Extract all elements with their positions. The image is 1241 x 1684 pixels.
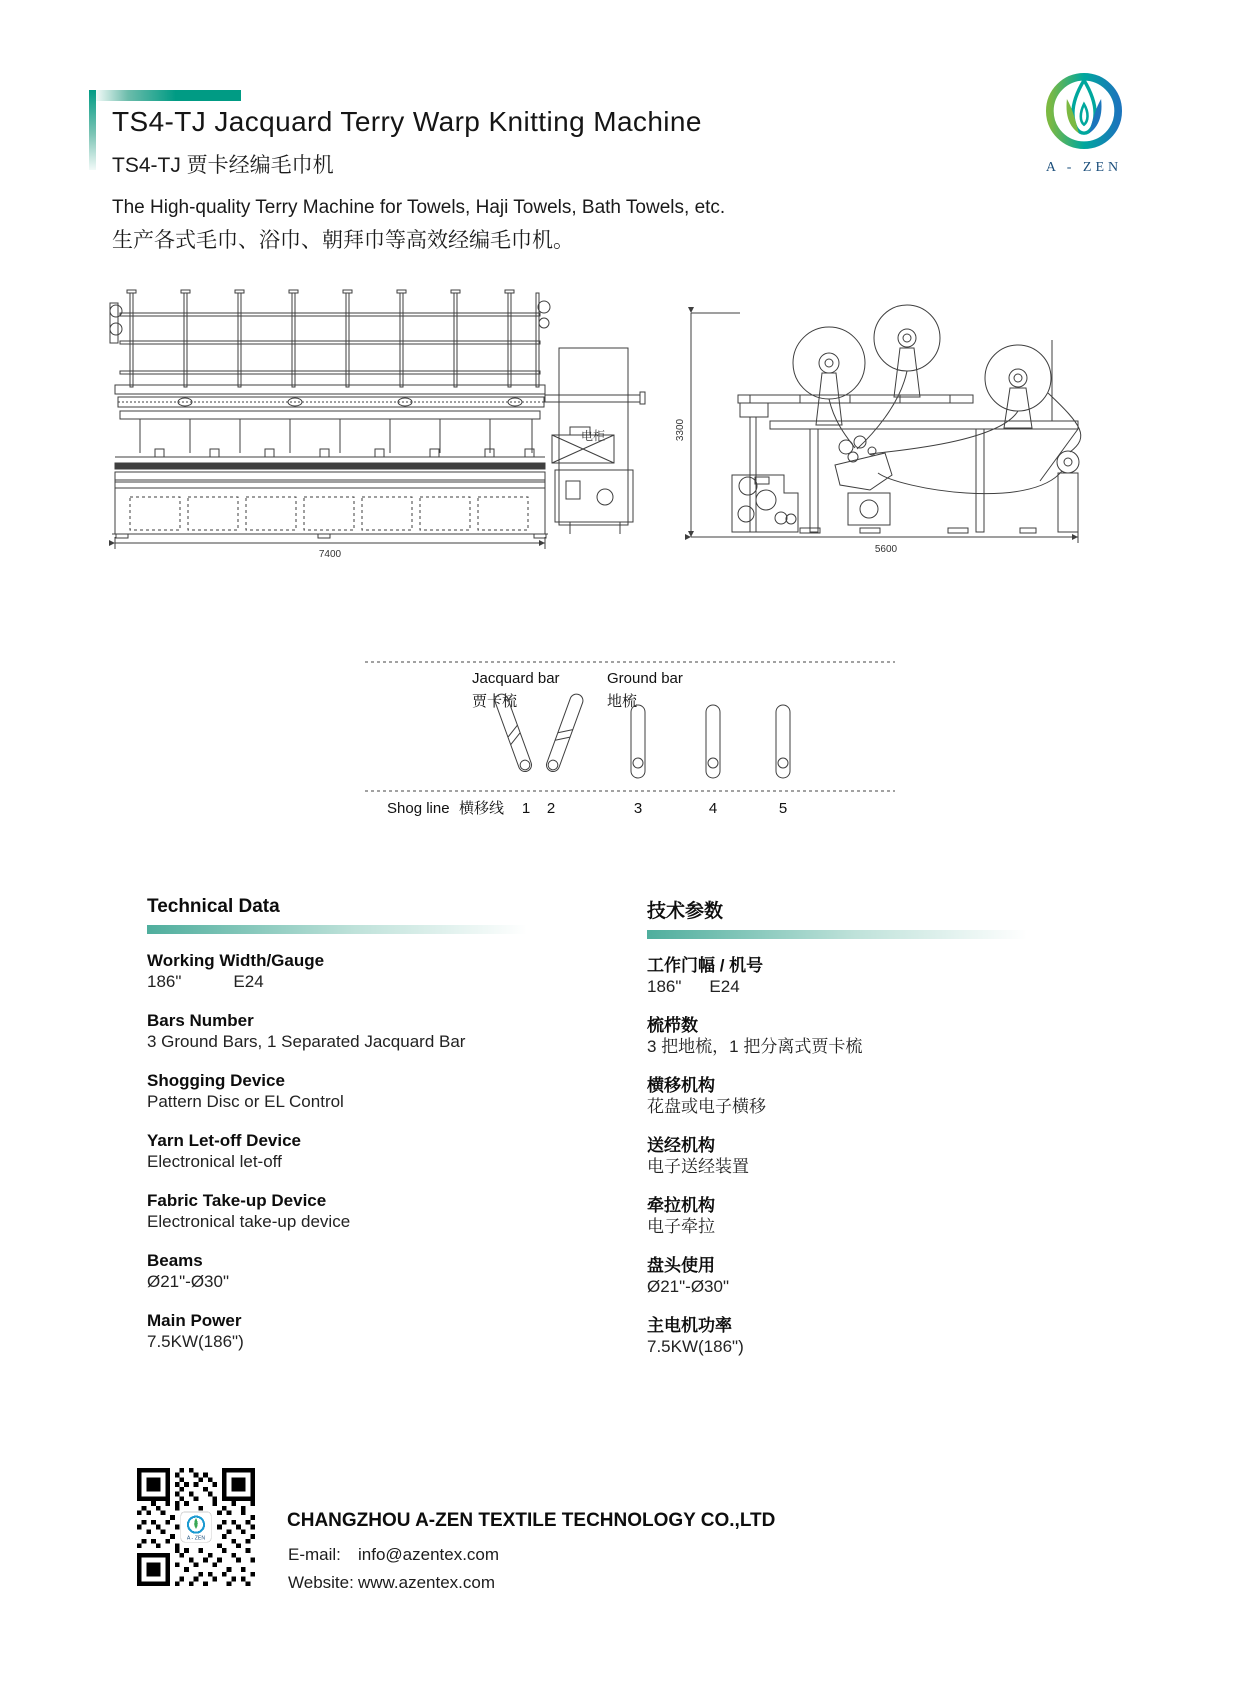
batching-unit (732, 475, 798, 532)
knitting-mechanism (835, 436, 892, 525)
tech-item-fabric-takeup-en (147, 1190, 527, 1233)
cabinet-box (559, 348, 628, 525)
tech-label: Beams (147, 1251, 203, 1270)
tech-item-working-width-en (147, 950, 527, 993)
technical-data-english (147, 896, 527, 1370)
tech-value: 186" (147, 972, 182, 991)
company-name: CHANGZHOU A-ZEN TEXTILE TECHNOLOGY CO.,LTD (287, 1510, 776, 1531)
tech-item-shogging-device-en (147, 1070, 527, 1113)
technical-data-rule-cn (647, 930, 1027, 939)
front-view-drawing (110, 290, 645, 560)
side-view-height-dim: 3300 (675, 418, 686, 442)
tech-value: 7.5KW(186") (147, 1332, 244, 1351)
qr-code (137, 1468, 255, 1586)
tech-value: Ø21"-Ø30" (647, 1277, 729, 1296)
ground-bar-2 (706, 705, 720, 778)
tech-value-2: E24 (233, 972, 264, 991)
ground-bar-3 (776, 705, 790, 778)
jacquard-bar-2 (545, 692, 585, 773)
brand-logo-text: A - ZEN (1045, 160, 1123, 175)
ground-bar-1 (631, 705, 645, 778)
header-accent-bar-vertical (89, 90, 96, 170)
tech-label: Working Width/Gauge (147, 951, 325, 970)
email-row (288, 1545, 499, 1565)
technical-data-heading-en: Technical Data (147, 896, 280, 917)
shog-position-4: 4 (708, 800, 718, 817)
tech-item-beams-cn (647, 1255, 1027, 1298)
tech-label: Bars Number (147, 1011, 254, 1030)
front-view-width-dim: 7400 (318, 549, 342, 560)
lotus-logo-icon (1041, 70, 1127, 152)
website-row (288, 1573, 495, 1593)
tech-value: 3 Ground Bars, 1 Separated Jacquard Bar (147, 1032, 466, 1051)
tech-label: 主电机功率 (647, 1316, 732, 1335)
tech-value: 3 把地梳，1 把分离式贾卡梳 (647, 1037, 863, 1056)
jacquard-bar-label-en: Jacquard bar (472, 670, 560, 687)
side-view-depth-dim: 5600 (874, 544, 898, 555)
email-value: info@azentex.com (358, 1545, 500, 1564)
tech-item-yarn-letoff-cn (647, 1135, 1027, 1178)
tech-item-beams-en (147, 1250, 527, 1293)
tech-value: 电子送经装置 (647, 1157, 749, 1176)
side-view-drawing (675, 305, 1081, 555)
website-label: Website: (288, 1573, 354, 1592)
tech-item-shogging-device-cn (647, 1075, 1027, 1118)
shog-position-1: 1 (521, 800, 531, 817)
shog-line-label-cn: 横移线 (459, 800, 505, 817)
page-title: TS4-TJ Jacquard Terry Warp Knitting Machine (112, 106, 702, 137)
technical-data-rule-en (147, 925, 527, 934)
ground-bar-label-cn: 地梳 (607, 693, 638, 710)
tech-label: Yarn Let-off Device (147, 1131, 301, 1150)
tech-item-working-width-cn (647, 955, 1027, 998)
warp-beams (793, 305, 1079, 473)
technical-data-heading-cn: 技术参数 (647, 901, 724, 922)
brand-logo (1040, 70, 1128, 176)
shog-position-5: 5 (778, 800, 788, 817)
cabinet-label: 电柜 (580, 429, 606, 443)
tech-value: 花盘或电子横移 (647, 1097, 766, 1116)
tech-value: 186" (647, 977, 682, 996)
tech-label: 盘头使用 (647, 1256, 715, 1275)
tech-item-fabric-takeup-cn (647, 1195, 1027, 1238)
shog-position-3: 3 (633, 800, 643, 817)
tech-item-main-power-cn (647, 1315, 1027, 1358)
technical-data-chinese (647, 896, 1027, 1375)
tech-value: Pattern Disc or EL Control (147, 1092, 344, 1111)
tech-value: 电子牵拉 (647, 1217, 715, 1236)
tech-value: 7.5KW(186") (647, 1337, 744, 1356)
tech-label: Shogging Device (147, 1071, 285, 1090)
header-accent-bar-horizontal (96, 90, 241, 101)
tech-label: Fabric Take-up Device (147, 1191, 327, 1210)
tech-value: Electronical take-up device (147, 1212, 351, 1231)
machine-drawings (100, 285, 1090, 560)
page-subtitle-chinese: TS4-TJ 贾卡经编毛巾机 (112, 154, 334, 177)
website-value: www.azentex.com (358, 1573, 495, 1592)
tech-label: 送经机构 (647, 1136, 715, 1155)
qr-center-logo-text: A - ZEN (186, 1535, 206, 1542)
tech-label: 工作门幅 / 机号 (647, 956, 764, 975)
tech-label: 牵拉机构 (647, 1196, 715, 1215)
ground-bar-label-en: Ground bar (607, 670, 683, 687)
tech-label: 梳栉数 (647, 1016, 698, 1035)
tech-value: Electronical let-off (147, 1152, 282, 1171)
shog-line-label-en: Shog line (387, 800, 450, 817)
tech-label: 横移机构 (647, 1076, 715, 1095)
guide-bar-diagram (360, 615, 900, 830)
shog-position-2: 2 (546, 800, 556, 817)
tech-label: Main Power (147, 1311, 242, 1330)
tech-item-bars-number-cn (647, 1015, 1027, 1058)
jacquard-bar-label-cn: 贾卡梳 (472, 693, 518, 710)
description-chinese: 生产各式毛巾、浴巾、朝拜巾等高效经编毛巾机。 (112, 228, 574, 252)
description-english: The High-quality Terry Machine for Towels, Haji Towels, Bath Towels, etc. (112, 197, 726, 218)
email-label: E-mail: (288, 1545, 341, 1564)
tech-value-2: E24 (709, 977, 740, 996)
tech-item-bars-number-en (147, 1010, 527, 1053)
tech-item-main-power-en (147, 1310, 527, 1353)
tech-item-yarn-letoff-en (147, 1130, 527, 1173)
tech-value: Ø21"-Ø30" (147, 1272, 229, 1291)
